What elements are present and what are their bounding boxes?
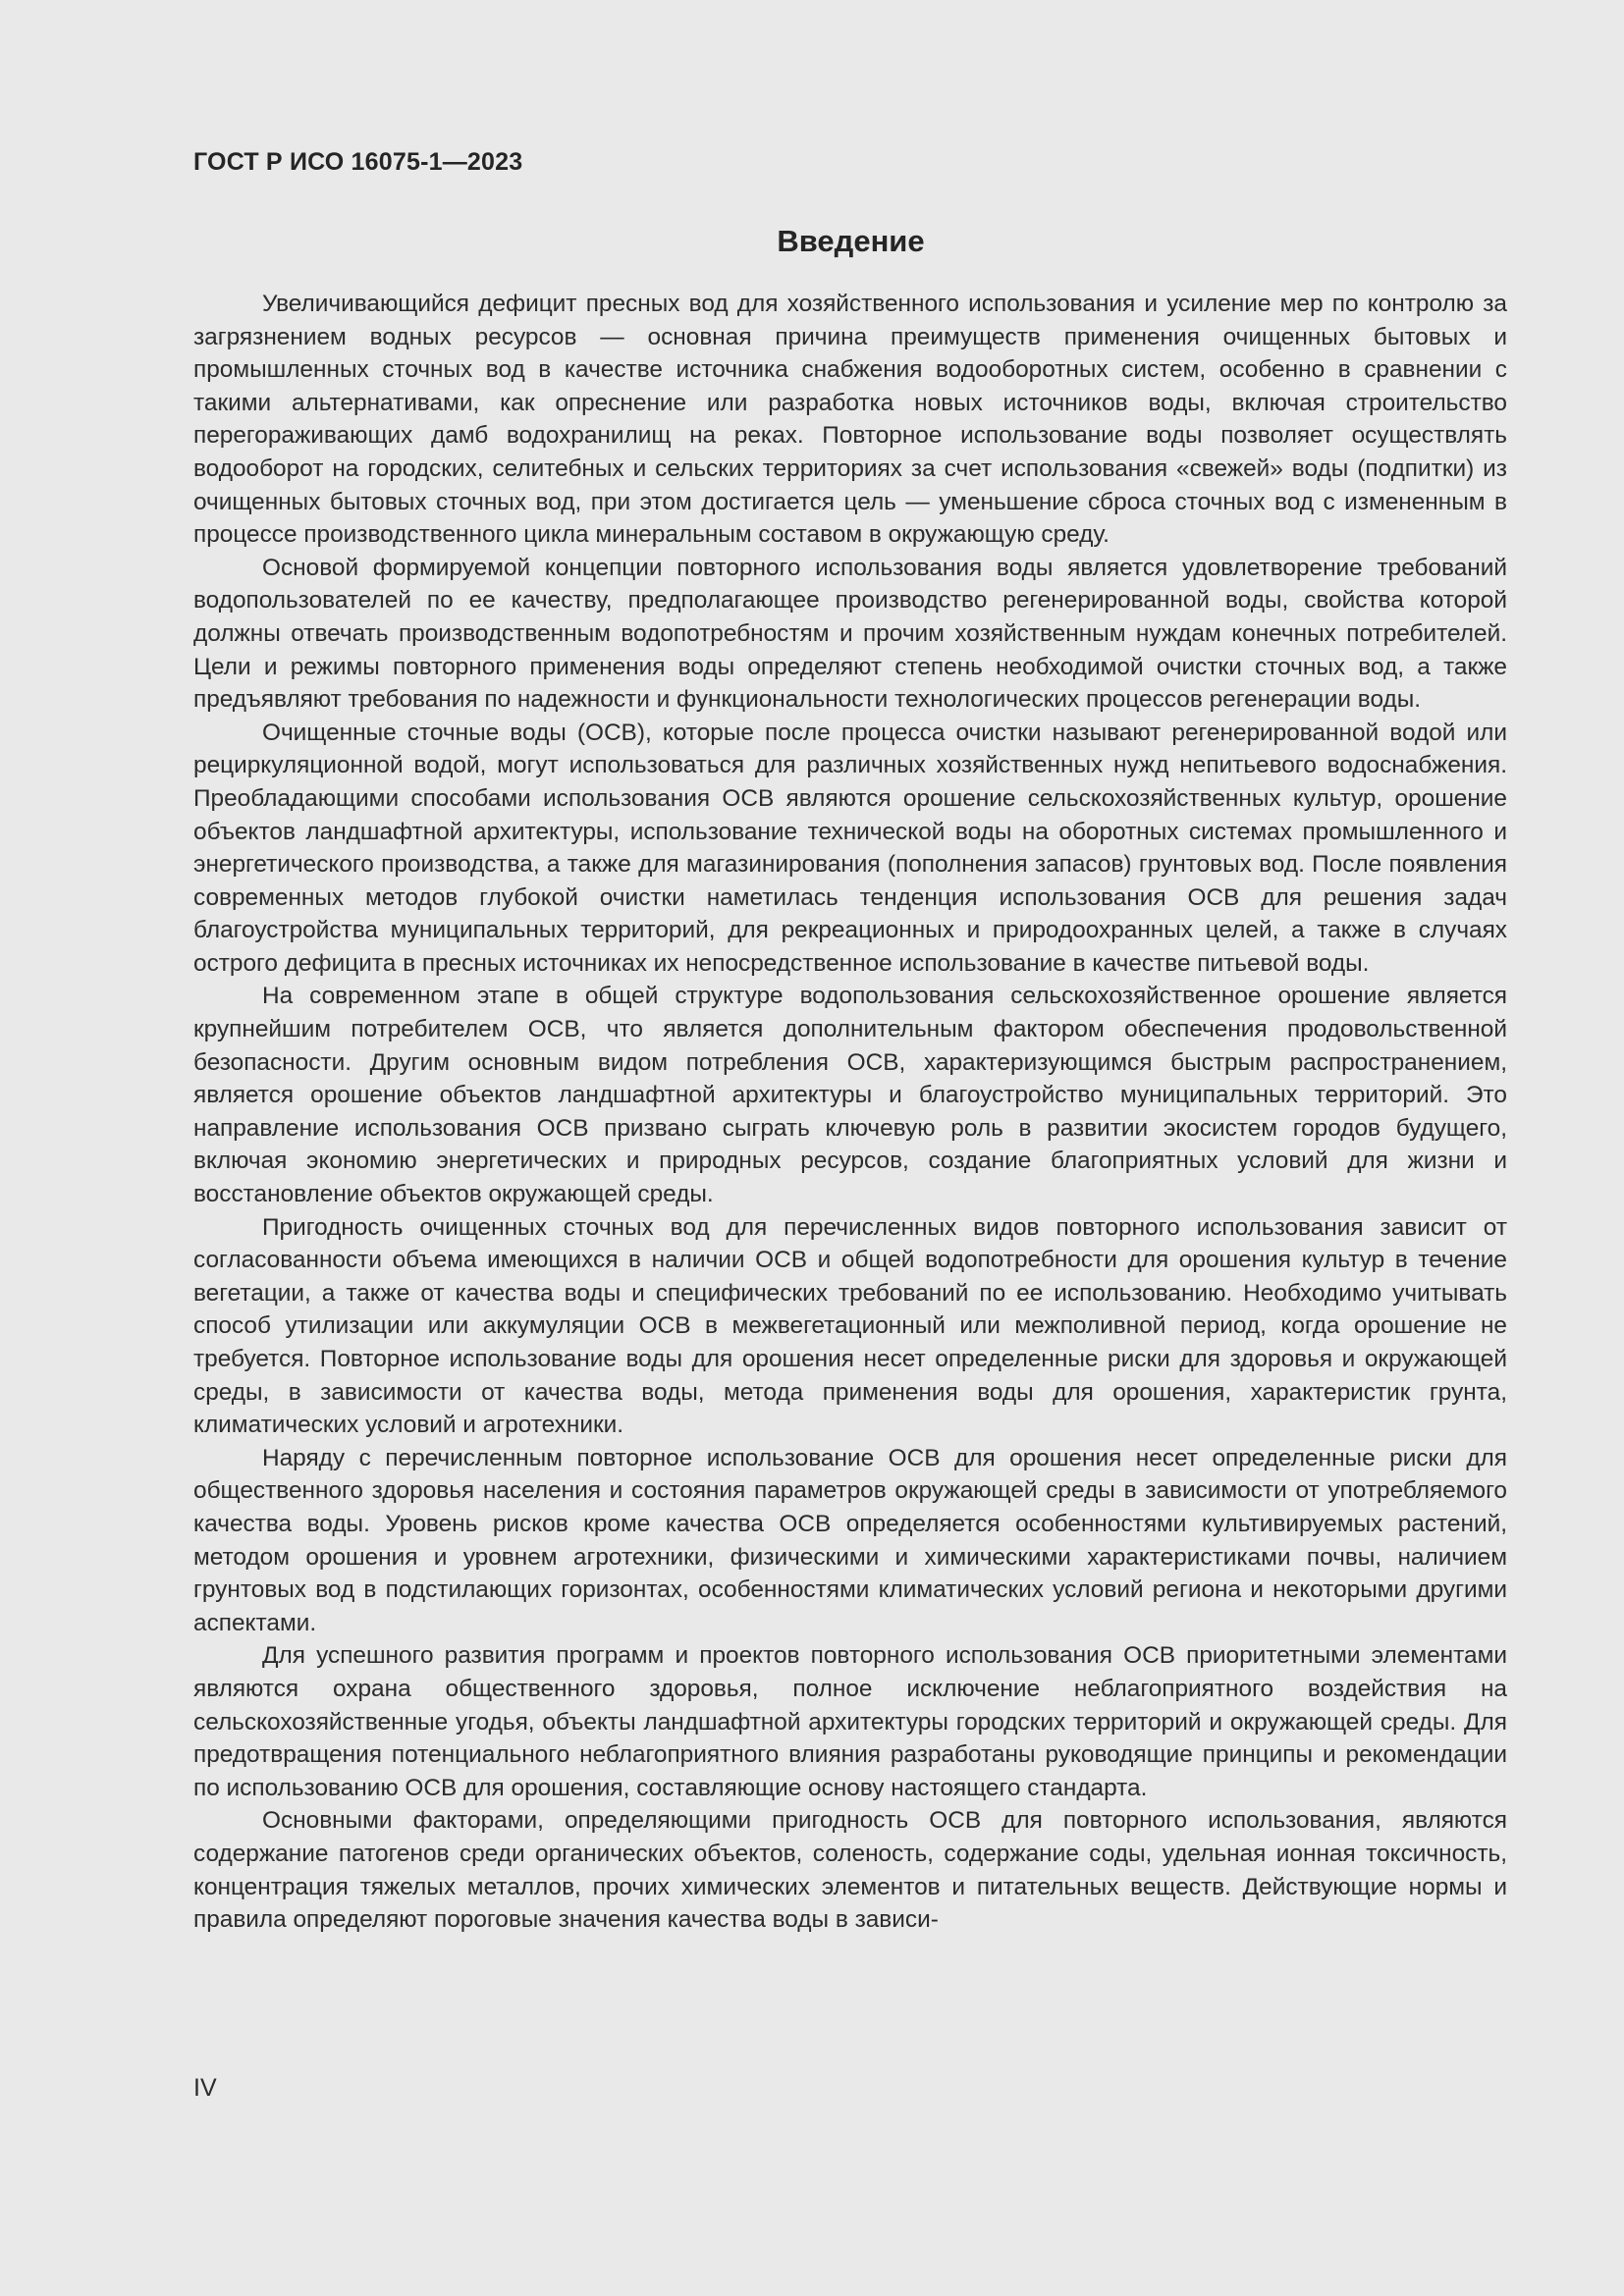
paragraph: Наряду с перечисленным повторное использование ОСВ для орошения несет определенные риски для общественного здоровья населения и состояния параметров окружающей среды в зависимости от употребляемого качества воды. Уровень рисков кроме качества ОСВ определяется особенностями культивируемых растений, методом орошения и уровнем агротехники, физическими и химическими характеристиками почвы, наличием грунтовых вод в подстилающих горизонтах, особенностями климатических условий региона и некоторыми другими аспектами.	[193, 1444, 1507, 1636]
section-title: Введение	[777, 224, 925, 258]
paragraph: Увеличивающийся дефицит пресных вод для хозяйственного использования и усиление мер по контролю за загрязнением водных ресурсов — основная причина преимуществ применения очищенных бытовых и промышленных сточных вод в качестве источника снабжения водооборотных систем, особенно в сравнении с такими альтернативами, как опреснение или разработка новых источников воды, включая строительство перегораживающих дамб водохранилищ на реках. Повторное использование воды позволяет осуществлять водооборот на городских, селитебных и сельских территориях за счет использования «свежей» воды (подпитки) из очищенных бытовых сточных вод, при этом достигается цель — уменьшение сброса сточных вод с измененным в процессе производственного цикла минеральным составом в окружающую среду.	[193, 291, 1507, 549]
paragraph: Основой формируемой концепции повторного использования воды является удовлетворение требований водопользователей по ее качеству, предполагающее производство регенерированной воды, свойства которой должны отвечать производственным водопотребностям и прочим хозяйственным нуждам конечных потребителей. Цели и режимы повторного применения воды определяют степень необходимой очистки сточных вод, а также предъявляют требования по надежности и функциональности технологических процессов регенерации воды.	[193, 554, 1507, 714]
paragraph: На современном этапе в общей структуре водопользования сельскохозяйственное орошение является крупнейшим потребителем ОСВ, что является дополнительным фактором обеспечения продовольственной безопасности. Другим основным видом потребления ОСВ, характеризующимся быстрым распространением, является орошение объектов ландшафтной архитектуры и благоустройство муниципальных территорий. Это направление использования ОСВ призвано сыграть ключевую роль в развитии экосистем городов будущего, включая экономию энергетических и природных ресурсов, создание благоприятных условий для жизни и восстановление объектов окружающей среды.	[193, 983, 1507, 1208]
paragraph: Пригодность очищенных сточных вод для перечисленных видов повторного использования зависит от согласованности объема имеющихся в наличии ОСВ и общей водопотребности для орошения культур в течение вегетации, а также от качества воды и специфических требований по ее использованию. Необходимо учитывать способ утилизации или аккумуляции ОСВ в межвегетационный или межполивной период, когда орошение не требуется. Повторное использование воды для орошения несет определенные риски для здоровья и окружающей среды, в зависимости от качества воды, метода применения воды для орошения, характеристик грунта, климатических условий и агротехники.	[193, 1213, 1507, 1439]
body-text	[193, 288, 1507, 1937]
paragraph: Для успешного развития программ и проектов повторного использования ОСВ приоритетными элементами являются охрана общественного здоровья, полное исключение неблагоприятного воздействия на сельскохозяйственные угодья, объекты ландшафтной архитектуры городских территорий и окружающей среды. Для предотвращения потенциального неблагоприятного влияния разработаны руководящие принципы и рекомендации по использованию ОСВ для орошения, составляющие основу настоящего стандарта.	[193, 1642, 1507, 1801]
paragraph: Основными факторами, определяющими пригодность ОСВ для повторного использования, являются содержание патогенов среди органических объектов, соленость, содержание соды, удельная ионная токсичность, концентрация тяжелых металлов, прочих химических элементов и питательных веществ. Действующие нормы и правила определяют пороговые значения качества воды в зависи-	[193, 1807, 1507, 1934]
paragraph: Очищенные сточные воды (ОСВ), которые после процесса очистки называют регенерированной водой или рециркуляционной водой, могут использоваться для различных хозяйственных нужд непитьевого водоснабжения. Преобладающими способами использования ОСВ являются орошение сельскохозяйственных культур, орошение объектов ландшафтной архитектуры, использование технической воды на оборотных системах промышленного и энергетического производства, а также для магазинирования (пополнения запасов) грунтовых вод. После появления современных методов глубокой очистки наметилась тенденция использования ОСВ для решения задач благоустройства муниципальных территорий, для рекреационных и природоохранных целей, а также в случаях острого дефицита в пресных источниках их непосредственное использование в качестве питьевой воды.	[193, 719, 1507, 977]
page-number: IV	[193, 2074, 217, 2102]
document-header: ГОСТ Р ИСО 16075-1—2023	[193, 148, 523, 176]
